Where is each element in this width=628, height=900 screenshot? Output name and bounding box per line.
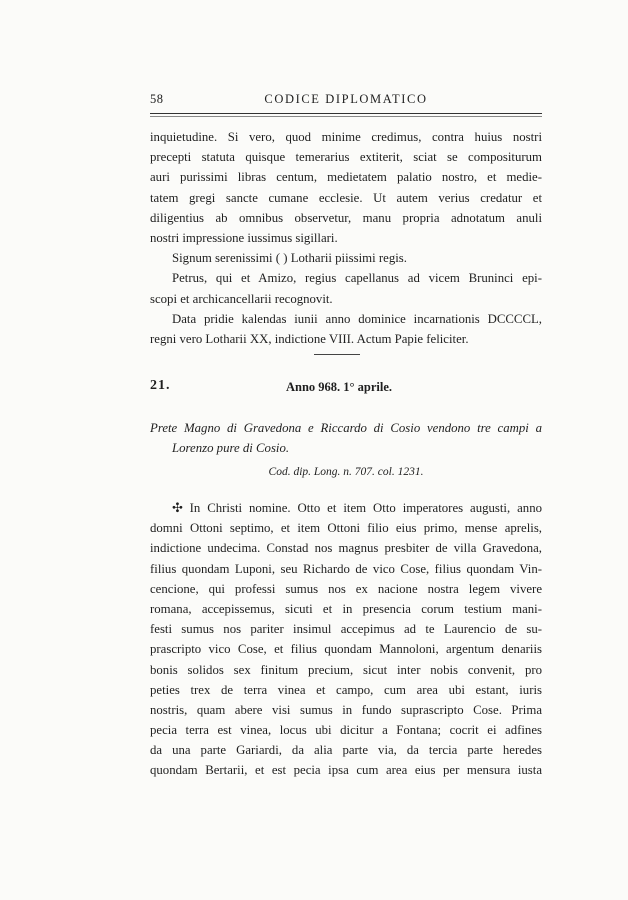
previous-document-ending xyxy=(150,127,542,349)
text-line: quondam Bertarii, et est pecia ipsa cum area eius per mensura iusta xyxy=(150,763,542,778)
header-rule xyxy=(150,113,542,114)
source-citation: Cod. dip. Long. n. 707. col. 1231. xyxy=(268,466,424,478)
text-line: prascripto vico Cose, et filius quondam Mannoloni, argentum denariis xyxy=(150,642,542,657)
text-line: pecia terra est vinea, locus ubi dicitur a Fontana; cocrit ei adfines xyxy=(150,723,542,738)
text-line: auri purissimi libras centum, medietatem palatio nostro, et medie- xyxy=(150,170,542,185)
document-body xyxy=(150,498,542,781)
text-line: da una parte Gariardi, da alia parte via, da tercia parte heredes xyxy=(150,743,542,758)
running-title: CODICE DIPLOMATICO xyxy=(264,92,428,106)
text-line: cencione, qui professi sumus nos ex nacione nostra legem vivere xyxy=(150,581,542,596)
text-line: regni vero Lotharii XX, indictione VIII. Actum Papie feliciter. xyxy=(150,331,469,346)
text-line: scopi et archicancellarii recognovit. xyxy=(150,291,333,306)
text-line: precepti statuta quisque temerarius extiterit, sciat se compositurum xyxy=(150,150,542,165)
text-line: ✣ In Christi nomine. Otto et item Otto imperatores augusti, anno xyxy=(172,501,542,515)
text-line: peties trex de terra vinea et campo, cum area ubi estant, iuris xyxy=(150,682,542,697)
section-separator xyxy=(314,354,360,355)
document-summary xyxy=(150,418,542,458)
text-line: nostri impressione iussimus sigillari. xyxy=(150,230,338,245)
text-line: filius quondam Luponi, seu Richardo de vico Cose, filius quondam Vin- xyxy=(150,561,542,576)
text-line: nostris, quam abere visi sumus in fundo suprascripto Cose. Prima xyxy=(150,702,542,717)
summary-line: Prete Magno di Gravedona e Riccardo di Cosio vendono tre campi a xyxy=(150,421,542,435)
text-line: tatem gregi sancte cumane ecclesie. Ut autem verius credatur et xyxy=(150,190,542,205)
text-line: bonis solidos sex finitum precium, sicut inter nobis convenit, pro xyxy=(150,662,542,677)
text-line: indictione undecima. Constad nos magnus presbiter de villa Gravedona, xyxy=(150,541,542,556)
text-line: inquietudine. Si vero, quod minime credimus, contra huius nostri xyxy=(150,130,542,144)
summary-line: Lorenzo pure di Cosio. xyxy=(172,441,290,455)
recognition-line: Petrus, qui et Amizo, regius capellanus ad vicem Bruninci epi- xyxy=(172,271,542,286)
dating-line: Data pridie kalendas iunii anno dominice incarnationis DCCCCL, xyxy=(172,311,542,326)
text-line: diligentius ab omnibus observetur, manu propria adnotatum anuli xyxy=(150,210,542,225)
text-line: domni Ottoni septimo, et item Ottoni filio eius primo, mense aprelis, xyxy=(150,521,542,536)
signum-line: Signum serenissimi ( ) Lotharii piissimi regis. xyxy=(172,251,407,266)
page-number: 58 xyxy=(150,92,164,106)
document-date: Anno 968. 1° aprile. xyxy=(286,380,393,394)
text-line: festi sumus nos pariter insimul accepimus ad te Laurencio de su- xyxy=(150,622,542,637)
header-rule-thin xyxy=(150,116,542,117)
text-line: romana, accepissemus, sicuti et in presencia corum testium mani- xyxy=(150,601,542,616)
running-header xyxy=(150,92,542,112)
document-number: 21. xyxy=(150,378,171,393)
